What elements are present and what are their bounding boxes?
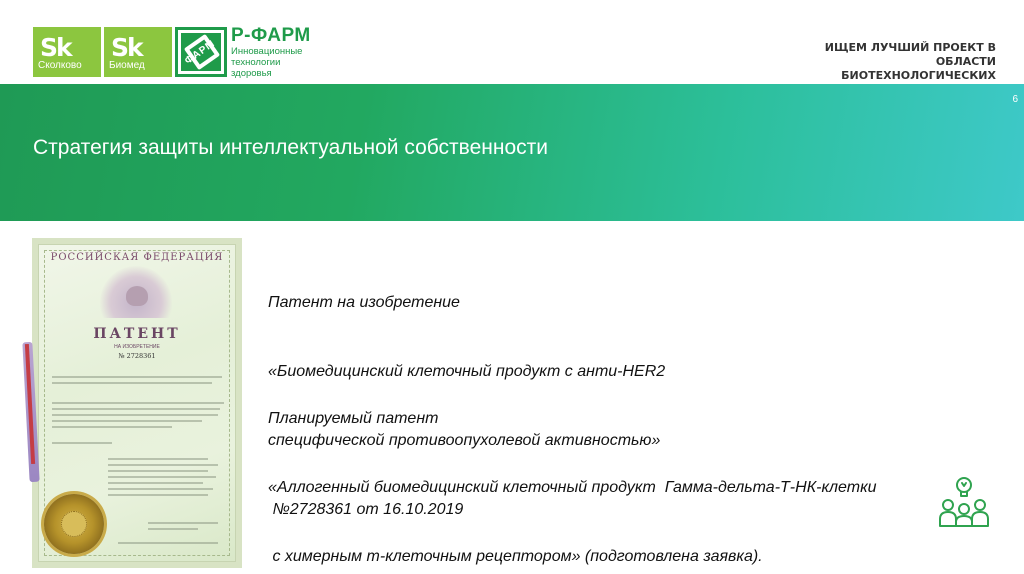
biomed-logo-text: Биомед <box>109 60 145 71</box>
sk-logo-mark: Sk <box>111 33 142 62</box>
rpharm-logo-bg <box>181 33 221 71</box>
planned-patent-line: «Аллогенный биомедицинский клеточный продукт Гамма-дельта-Т-НК-клетки <box>268 479 877 496</box>
planned-patent-line: Планируемый патент <box>268 410 439 427</box>
skolkovo-logo <box>33 27 101 77</box>
patent-line: Патент на изобретение <box>268 294 460 311</box>
certificate-text-line <box>52 426 172 428</box>
page-number: 6 <box>1012 94 1018 105</box>
certificate-text-line <box>52 408 220 410</box>
certificate-text-line <box>52 420 202 422</box>
certificate-text-line <box>52 414 218 416</box>
rpharm-logo-mark-text: ФАРМ <box>182 38 218 67</box>
certificate-text-line <box>108 464 218 466</box>
skolkovo-biomed-logo <box>104 27 172 77</box>
sk-logo-mark: Sk <box>40 33 71 62</box>
header-tagline-line1: ИЩЕМ ЛУЧШИЙ ПРОЕКТ В ОБЛАСТИ <box>824 41 996 68</box>
patent-line: специфической противоопухолевой активностью» <box>268 432 661 449</box>
skolkovo-logo-text: Сколково <box>38 60 82 71</box>
eagle-emblem-icon <box>126 286 148 306</box>
certificate-text-line <box>148 522 218 524</box>
certificate-text-line <box>52 376 222 378</box>
certificate-text-line <box>108 458 208 460</box>
patent-certificate-image <box>32 238 242 568</box>
header-tagline-line2: БИОТЕХНОЛОГИЧЕСКИХ <box>841 69 996 82</box>
team-idea-icon <box>938 474 990 528</box>
certificate-subtitle: НА ИЗОБРЕТЕНИЕ <box>114 344 160 350</box>
rpharm-logo-mark <box>175 27 227 77</box>
rpharm-logo-subtitle: Инновационные технологии здоровья <box>231 46 303 79</box>
patent-line: №2728361 от 16.10.2019 <box>268 501 464 518</box>
certificate-signature-line <box>118 542 218 544</box>
certificate-text-line <box>108 482 203 484</box>
slide-title: Стратегия защиты интеллектуальной собственности <box>33 136 548 159</box>
certificate-title: ПАТЕНТ <box>93 326 181 342</box>
certificate-text-line <box>52 442 112 444</box>
gold-seal-icon <box>44 494 104 554</box>
title-band <box>0 84 1024 221</box>
certificate-text-line <box>148 528 198 530</box>
certificate-text-line <box>108 476 216 478</box>
certificate-text-line <box>108 470 208 472</box>
planned-patent-paragraph <box>268 361 877 574</box>
certificate-country: РОССИЙСКАЯ ФЕДЕРАЦИЯ <box>50 252 224 263</box>
certificate-text-line <box>108 494 208 496</box>
rpharm-logo-title: Р-ФАРМ <box>231 25 311 46</box>
patent-line: «Биомедицинский клеточный продукт с анти-HER2 <box>268 363 666 380</box>
certificate-text-line <box>52 382 212 384</box>
planned-patent-line: с химерным т-клеточным рецептором» (подготовлена заявка). <box>268 548 763 565</box>
certificate-text-line <box>108 488 213 490</box>
certificate-text-line <box>52 402 224 404</box>
gold-seal-center <box>61 511 87 537</box>
certificate-number: № 2728361 <box>118 352 156 360</box>
